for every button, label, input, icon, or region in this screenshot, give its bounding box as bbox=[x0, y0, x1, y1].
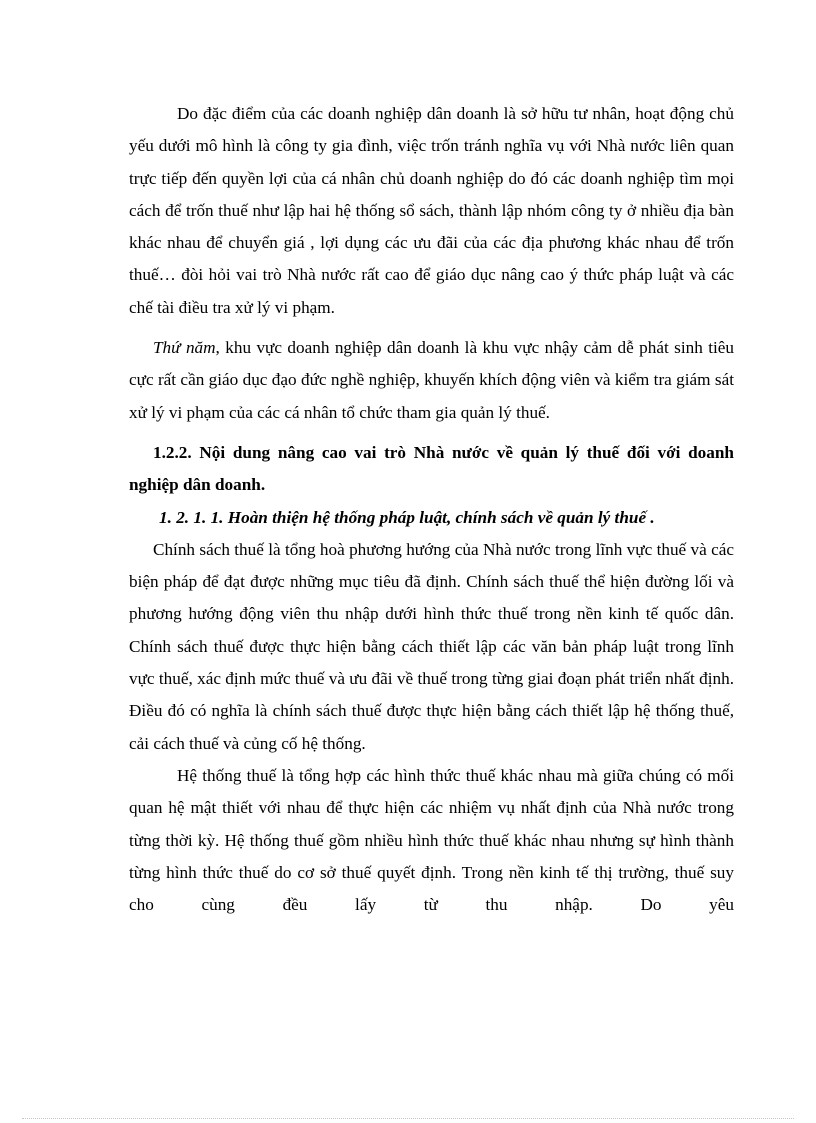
page-bottom-divider bbox=[22, 1118, 794, 1119]
section-heading-1-2-2: 1.2.2. Nội dung nâng cao vai trò Nhà nước về quản lý thuế đối với doanh nghiệp dân doanh. bbox=[129, 442, 734, 495]
paragraph-gap bbox=[129, 429, 734, 437]
paragraph-tax-policy: Chính sách thuế là tổng hoà phương hướng của Nhà nước trong lĩnh vực thuế và các biện pháp để đạt được những mục tiêu đã định. Chính sách thuế thể hiện đường lối và phương hướng động viên thu nhập dưới hình thức thuế trong nền kinh tế quốc dân. Chính sách thuế được thực hiện bằng cách thiết lập các văn bản pháp luật trong lĩnh vực thuế, xác định mức thuế và ưu đãi về thuế trong từng giai đoạn phát triển nhất định. Điều đó có nghĩa là chính sách thuế được thực hiện bằng cách thiết lập hệ thống thuế, cải cách thuế và củng cố hệ thống. bbox=[129, 539, 734, 753]
paragraph-fifth-point-lead: Thứ năm bbox=[153, 338, 216, 358]
page-content bbox=[129, 98, 734, 921]
subsection-heading-1-2-1-1: 1. 2. 1. 1. Hoàn thiện hệ thống pháp luật, chính sách về quản lý thuế . bbox=[159, 507, 655, 527]
paragraph-tax-system: Hệ thống thuế là tổng hợp các hình thức thuế khác nhau mà giữa chúng có mối quan hệ mật thiết với nhau để thực hiện các nhiệm vụ nhất định của Nhà nước trong từng thời kỳ. Hệ thống thuế gồm nhiều hình thức thuế khác nhau nhưng sự hình thành từng hình thức thuế do cơ sở thuế quyết định. Trong nền kinh tế thị trường, thuế suy cho cùng đều lấy từ thu nhập. Do yêu bbox=[129, 765, 734, 915]
paragraph-gap bbox=[129, 324, 734, 332]
paragraph-fifth-point-body: , khu vực doanh nghiệp dân doanh là khu vực nhậy cảm dễ phát sinh tiêu cực rất cần giáo dục đạo đức nghề nghiệp, khuyến khích động viên và kiểm tra giám sát xử lý vi phạm của các cá nhân tổ chức tham gia quản lý thuế. bbox=[129, 338, 734, 422]
paragraph-private-enterprise-traits: Do đặc điểm của các doanh nghiệp dân doanh là sở hữu tư nhân, hoạt động chủ yếu dưới mô hình là công ty gia đình, việc trốn tránh nghĩa vụ với Nhà nước liên quan trực tiếp đến quyền lợi của cá nhân chủ doanh nghiệp do đó các doanh nghiệp tìm mọi cách để trốn thuế như lập hai hệ thống sổ sách, thành lập nhóm công ty ở nhiều địa bàn khác nhau để chuyển giá , lợi dụng các ưu đãi của các địa phương khác nhau để trốn thuế… đòi hỏi vai trò Nhà nước rất cao để giáo dục nâng cao ý thức pháp luật và các chế tài điều tra xử lý vi phạm. bbox=[129, 104, 734, 317]
paragraph-fifth-point bbox=[129, 332, 734, 429]
